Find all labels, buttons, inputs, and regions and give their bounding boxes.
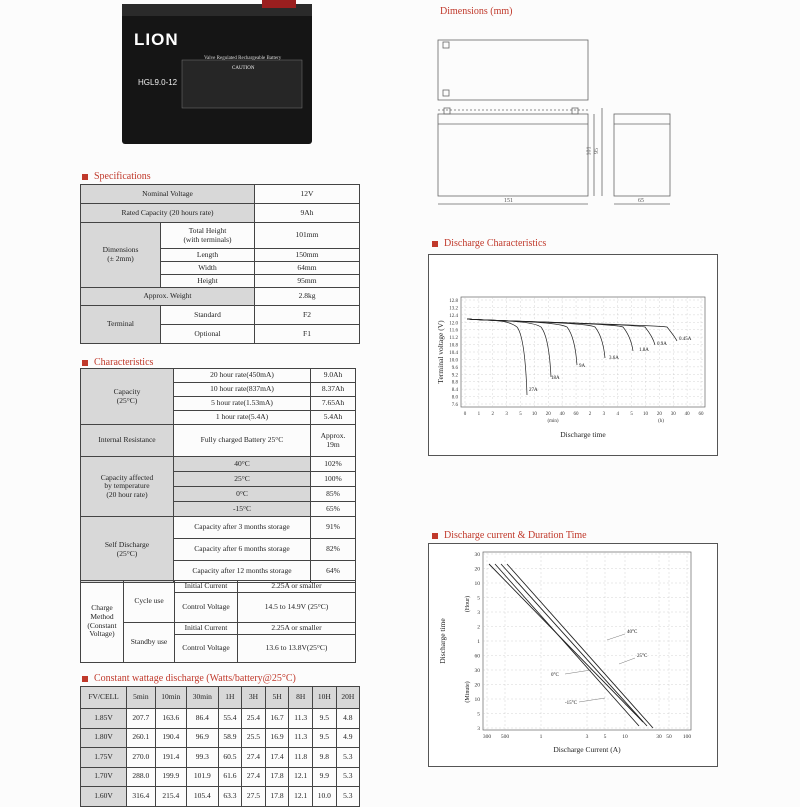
cw-cell: 11.3 <box>289 709 313 729</box>
cw-cell: 16.7 <box>265 709 289 729</box>
temperature-label: -15°C <box>174 502 311 517</box>
x-tick-label: 30 <box>656 734 662 740</box>
temperature-value: 65% <box>311 502 356 517</box>
width-label: Width <box>161 262 255 275</box>
y-tick-label: 10.4 <box>449 351 458 356</box>
cw-cell: 5.3 <box>336 748 359 768</box>
characteristics-table <box>80 368 356 583</box>
y-tick-label: 8.0 <box>451 395 458 401</box>
y-tick-label: 10.8 <box>449 343 458 349</box>
y-tick-label: 30 <box>474 668 480 674</box>
y-axis-title: Terminal voltage (V) <box>436 320 445 384</box>
y-tick-label: 9.2 <box>451 373 458 379</box>
cw-cell: 1.80V <box>81 728 127 748</box>
rate-value: 5.4Ah <box>311 411 356 425</box>
y-tick-label: 20 <box>474 682 480 689</box>
cw-cell: 4.8 <box>336 709 359 729</box>
y-tick-label: 10 <box>474 697 480 703</box>
cw-cell: 27.4 <box>242 748 266 768</box>
series-label: 0.9A <box>657 342 667 347</box>
rate-label: 20 hour rate(450mA) <box>174 369 311 383</box>
temperature-label: 40°C <box>174 457 311 472</box>
y-tick-label: 13.2 <box>449 306 458 312</box>
cw-cell: 17.8 <box>265 767 289 787</box>
y-tick-label: 5 <box>477 595 480 602</box>
y-tick-label: 20 <box>474 566 480 573</box>
x-tick-label: 4 <box>616 412 619 417</box>
y-tick-label: 10.0 <box>449 358 458 364</box>
cw-cell: 11.3 <box>289 728 313 748</box>
x-tick-label: 1 <box>477 412 481 417</box>
cw-table-row <box>81 787 360 807</box>
y-unit-label: (Minute) <box>465 681 471 703</box>
standby-use-label: Standby use <box>124 623 175 663</box>
temperature-value: 102% <box>311 457 356 472</box>
cw-cell: 96.9 <box>187 728 218 748</box>
y-tick-label: 30 <box>474 552 480 558</box>
x-tick-label: 5 <box>630 412 633 417</box>
cw-cell: 5.3 <box>336 787 359 807</box>
dimensions-label: Dimensions (± 2mm) <box>81 223 161 288</box>
x-axis-title: Discharge Current (A) <box>553 745 621 754</box>
y-tick-label: 3 <box>477 610 480 616</box>
standby-control-voltage: 13.6 to 13.8V(25°C) <box>238 635 356 663</box>
cw-cell: 9.9 <box>313 767 337 787</box>
y-tick-label: 11.2 <box>449 336 458 342</box>
dimensions-title: Dimensions (mm) <box>440 6 513 17</box>
initial-current-label: Initial Current <box>175 623 238 635</box>
standard-value: F2 <box>255 306 360 325</box>
specifications-title: Specifications <box>82 171 151 182</box>
length-value: 150mm <box>255 249 360 262</box>
x-tick-label: 0 <box>463 412 467 417</box>
internal-resistance-value: Approx. 19m <box>311 425 356 457</box>
rate-value: 8.37Ah <box>311 383 356 397</box>
cw-cell: 316.4 <box>127 787 155 807</box>
dim-width: 65 <box>638 198 644 204</box>
cw-cell: 101.9 <box>187 767 218 787</box>
series-label: 0.45A <box>679 337 692 342</box>
cw-cell: 105.4 <box>187 787 218 807</box>
caution-label: CAUTION <box>232 66 255 71</box>
temperature-value: 100% <box>311 472 356 487</box>
cw-table-row <box>81 728 360 748</box>
x-tick-label: 300 <box>482 734 492 740</box>
cw-cell: 60.5 <box>218 748 242 768</box>
temperature-label: 25°C <box>174 472 311 487</box>
width-value: 64mm <box>255 262 360 275</box>
series-label: 1.8A <box>639 348 649 353</box>
y-tick-label: 11.6 <box>449 328 458 334</box>
weight-label: Approx. Weight <box>81 288 255 306</box>
battery-model: HGL9.0-12 <box>138 78 178 87</box>
rate-label: 5 hour rate(1.53mA) <box>174 397 311 411</box>
cw-cell: 16.9 <box>265 728 289 748</box>
x-tick-label: 10 <box>531 412 537 417</box>
constant-wattage-title: Constant wattage discharge (Watts/battery@25°C) <box>82 673 296 684</box>
cw-table-row <box>81 748 360 768</box>
y-tick-label: 60 <box>474 653 480 660</box>
cw-cell: 25.4 <box>242 709 266 729</box>
cw-cell: 288.0 <box>127 767 155 787</box>
cw-cell: 9.5 <box>313 728 337 748</box>
cw-header-cell: 20H <box>336 687 359 709</box>
cw-header-cell: FV/CELL <box>81 687 127 709</box>
nominal-voltage-label: Nominal Voltage <box>81 185 255 204</box>
self-discharge-value: 64% <box>311 561 356 583</box>
x-tick-label: 3 <box>585 734 589 740</box>
cw-cell: 63.3 <box>218 787 242 807</box>
x-tick-label: 20 <box>545 412 551 417</box>
y-tick-label: 1 <box>477 639 480 645</box>
charge-method-label: Charge Method (Constant Voltage) <box>81 581 124 663</box>
cw-cell: 12.1 <box>289 767 313 787</box>
initial-current-label: Initial Current <box>175 581 238 593</box>
cw-header-cell: 5min <box>127 687 155 709</box>
cw-cell: 55.4 <box>218 709 242 729</box>
dimensions-drawing <box>430 24 700 214</box>
x-unit-label: (min) <box>547 419 559 424</box>
cw-cell: 86.4 <box>187 709 218 729</box>
cw-cell: 27.4 <box>242 767 266 787</box>
cw-cell: 190.4 <box>155 728 186 748</box>
cw-cell: 27.5 <box>242 787 266 807</box>
x-tick-label: 60 <box>698 412 704 417</box>
x-tick-label: 5 <box>603 734 607 740</box>
series-label: 0°C <box>551 673 559 678</box>
x-tick-label: 3 <box>505 412 508 417</box>
cw-cell: 9.8 <box>313 748 337 768</box>
dim-height-1: 101 <box>586 146 593 156</box>
cw-table-row <box>81 767 360 787</box>
x-tick-label: 40 <box>684 412 690 417</box>
cw-header-cell: 1H <box>218 687 242 709</box>
cw-cell: 17.4 <box>265 748 289 768</box>
dim-length: 151 <box>504 198 513 204</box>
series-label: 3.6A <box>609 356 619 361</box>
total-height-value: 101mm <box>255 223 360 249</box>
x-tick-label: 50 <box>666 734 672 740</box>
capacity-label: Capacity (25°C) <box>81 369 174 425</box>
brand-logo: LION <box>134 30 179 49</box>
cw-cell: 99.3 <box>187 748 218 768</box>
charge-method-table <box>80 580 356 663</box>
x-tick-label: 3 <box>602 412 606 417</box>
temperature-label: 0°C <box>174 487 311 502</box>
self-discharge-label: Self Discharge (25°C) <box>81 517 174 583</box>
cw-cell: 12.1 <box>289 787 313 807</box>
cw-cell: 1.85V <box>81 709 127 729</box>
x-tick-label: 20 <box>656 412 662 417</box>
weight-value: 2.8kg <box>255 288 360 306</box>
optional-value: F1 <box>255 325 360 344</box>
x-axis-title: Discharge time <box>560 430 606 439</box>
y-axis-title: Discharge time <box>438 618 447 664</box>
cycle-initial-current: 2.25A or smaller <box>238 581 356 593</box>
y-tick-label: 3 <box>477 726 480 732</box>
cw-header-cell: 10min <box>155 687 186 709</box>
cw-cell: 191.4 <box>155 748 186 768</box>
self-discharge-value: 82% <box>311 539 356 561</box>
y-tick-label: 9.6 <box>451 365 458 371</box>
cw-cell: 11.8 <box>289 748 313 768</box>
cw-cell: 1.60V <box>81 787 127 807</box>
cw-cell: 17.8 <box>265 787 289 807</box>
y-tick-label: 12.0 <box>449 321 458 327</box>
cw-cell: 1.70V <box>81 767 127 787</box>
standby-initial-current: 2.25A or smaller <box>238 623 356 635</box>
cw-cell: 61.6 <box>218 767 242 787</box>
x-tick-label: 1 <box>539 734 543 740</box>
cw-cell: 5.3 <box>336 767 359 787</box>
y-tick-label: 8.4 <box>451 388 458 394</box>
cycle-control-voltage: 14.5 to 14.9V (25°C) <box>238 593 356 623</box>
x-tick-label: 2 <box>491 412 495 417</box>
cw-header-cell: 5H <box>265 687 289 709</box>
x-tick-label: 40 <box>559 412 565 417</box>
cw-cell: 260.1 <box>127 728 155 748</box>
characteristics-title: Characteristics <box>82 357 153 368</box>
x-tick-label: 10 <box>642 412 648 417</box>
series-label: 18A <box>551 376 560 381</box>
rate-value: 7.65Ah <box>311 397 356 411</box>
optional-label: Optional <box>161 325 255 344</box>
series-label: 25°C <box>637 654 648 659</box>
length-label: Length <box>161 249 255 262</box>
y-unit-label: (Hour) <box>465 595 471 613</box>
discharge-characteristics-title: Discharge Characteristics <box>432 238 546 249</box>
temperature-value: 85% <box>311 487 356 502</box>
cw-header-cell: 10H <box>313 687 337 709</box>
control-voltage-label: Control Voltage <box>175 635 238 663</box>
x-unit-label: (h) <box>658 419 664 424</box>
discharge-current-chart <box>428 543 718 767</box>
series-label: 9A <box>579 364 586 369</box>
total-height-label: Total Height (with terminals) <box>161 223 255 249</box>
cw-cell: 9.5 <box>313 709 337 729</box>
specifications-table <box>80 184 360 344</box>
cw-table-row <box>81 709 360 729</box>
cw-header-cell: 8H <box>289 687 313 709</box>
rate-value: 9.0Ah <box>311 369 356 383</box>
cw-cell: 270.0 <box>127 748 155 768</box>
y-tick-label: 5 <box>477 711 480 718</box>
y-tick-label: 12.4 <box>449 313 458 319</box>
battery-subtitle: Valve Regulated Rechargeable Battery <box>204 56 282 61</box>
cw-cell: 58.9 <box>218 728 242 748</box>
height-value: 95mm <box>255 275 360 288</box>
cw-cell: 4.9 <box>336 728 359 748</box>
y-tick-label: 2 <box>477 624 480 631</box>
cw-cell: 10.0 <box>313 787 337 807</box>
x-tick-label: 5 <box>519 412 522 417</box>
internal-resistance-label: Internal Resistance <box>81 425 174 457</box>
y-tick-label: 10 <box>474 581 480 587</box>
nominal-voltage-value: 12V <box>255 185 360 204</box>
y-tick-label: 8.8 <box>451 380 458 386</box>
cw-header-cell: 30min <box>187 687 218 709</box>
rate-label: 1 hour rate(5.4A) <box>174 411 311 425</box>
rate-label: 10 hour rate(837mA) <box>174 383 311 397</box>
rated-capacity-label: Rated Capacity (20 hours rate) <box>81 204 255 223</box>
x-tick-label: 60 <box>573 412 579 417</box>
x-tick-label: 10 <box>622 734 628 740</box>
discharge-current-title: Discharge current & Duration Time <box>432 530 587 541</box>
constant-wattage-table <box>80 686 360 807</box>
x-tick-label: 500 <box>500 734 510 740</box>
self-discharge-value: 91% <box>311 517 356 539</box>
y-tick-label: 7.6 <box>451 403 458 408</box>
series-label: -15°C <box>565 701 577 706</box>
rated-capacity-value: 9Ah <box>255 204 360 223</box>
self-discharge-condition: Capacity after 3 months storage <box>174 517 311 539</box>
internal-resistance-condition: Fully charged Battery 25°C <box>174 425 311 457</box>
discharge-characteristics-chart <box>428 254 718 456</box>
cw-cell: 1.75V <box>81 748 127 768</box>
cw-cell: 215.4 <box>155 787 186 807</box>
series-label: 40°C <box>627 630 638 635</box>
temperature-capacity-label: Capacity affected by temperature (20 hour rate) <box>81 457 174 517</box>
x-tick-label: 30 <box>670 412 676 417</box>
cw-cell: 207.7 <box>127 709 155 729</box>
standard-label: Standard <box>161 306 255 325</box>
control-voltage-label: Control Voltage <box>175 593 238 623</box>
cycle-use-label: Cycle use <box>124 581 175 623</box>
series-label: 27A <box>529 388 538 393</box>
battery-photo <box>112 0 324 150</box>
self-discharge-condition: Capacity after 12 months storage <box>174 561 311 583</box>
height-label: Height <box>161 275 255 288</box>
x-tick-label: 100 <box>682 734 692 740</box>
cw-cell: 163.6 <box>155 709 186 729</box>
cw-header-cell: 3H <box>242 687 266 709</box>
y-tick-label: 12.8 <box>449 299 458 304</box>
self-discharge-condition: Capacity after 6 months storage <box>174 539 311 561</box>
cw-cell: 199.9 <box>155 767 186 787</box>
cw-cell: 25.5 <box>242 728 266 748</box>
terminal-label: Terminal <box>81 306 161 344</box>
dim-height-2: 95 <box>594 148 600 154</box>
x-tick-label: 2 <box>588 412 592 417</box>
